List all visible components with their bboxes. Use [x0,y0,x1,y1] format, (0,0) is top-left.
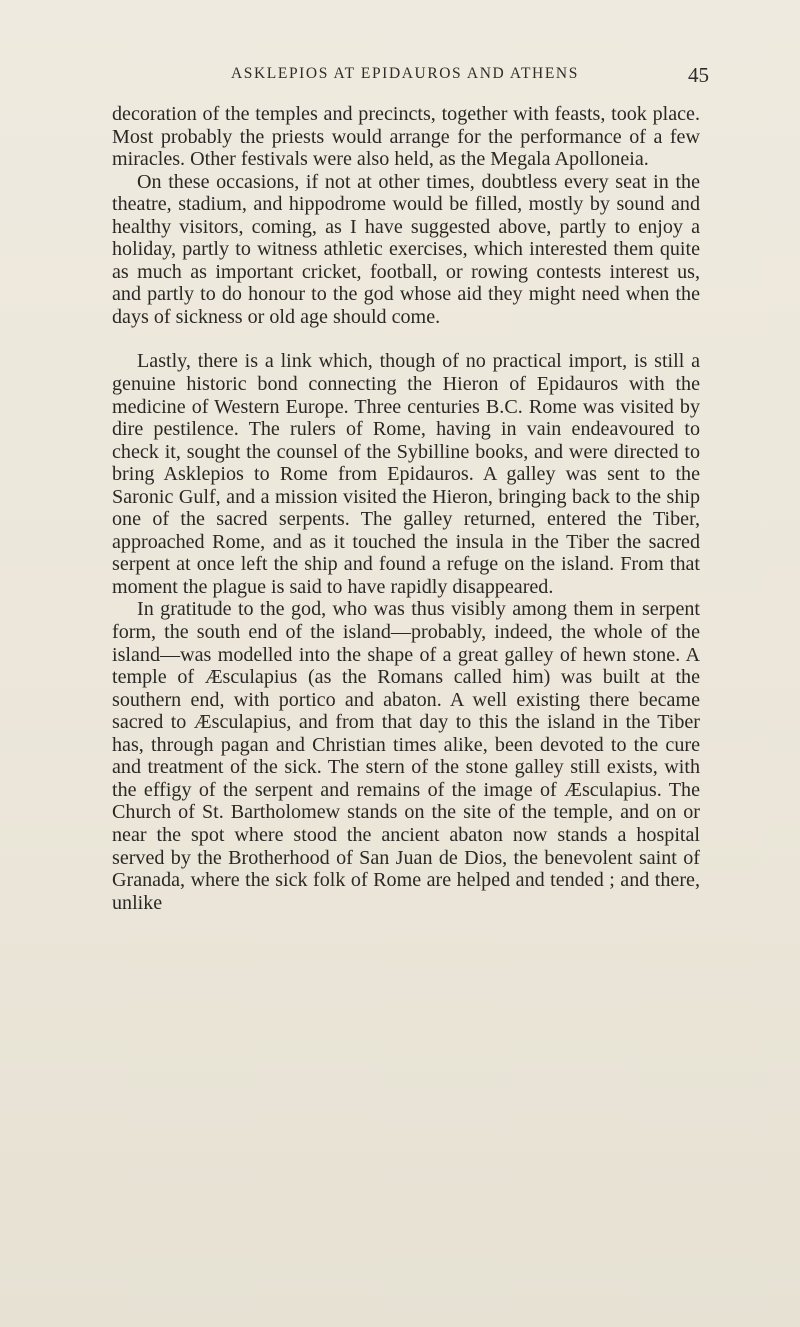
paragraph-continuation: decoration of the temples and precincts, together with feasts, took place. Most probably the priests would arrange for the performance of a few miracles. Other festivals were also held, as the Megala Apolloneia. [112,103,700,171]
running-title: ASKLEPIOS AT EPIDAUROS AND ATHENS [231,65,579,82]
paragraph-festival-occasions: On these occasions, if not at other times, doubtless every seat in the theatre, stadium, and hippodrome would be filled, mostly by sound and healthy visitors, coming, as I have suggested above, partly to enjoy a holiday, partly to witness athletic exercises, which interested them quite as much as important cricket, football, or rowing contests interest us, and partly to do honour to the god whose aid they might need when the days of sickness or old age should come. [112,170,700,328]
paragraph-gratitude: In gratitude to the god, who was thus visibly among them in serpent form, the south end of the island—probably, indeed, the whole of the island—was modelled into the shape of a great galley of hewn stone. A temple of Æsculapius (as the Romans called him) was built at the southern end, with portico and abaton. A well existing there became sacred to Æsculapius, and from that day to this the island in the Tiber has, through pagan and Christian times alike, been devoted to the cure and treatment of the sick. The stern of the stone galley still exists, with the effigy of the serpent and remains of the image of Æsculapius. The Church of St. Bartholomew stands on the site of the temple, and on or near the spot where stood the ancient abaton now stands a hospital served by the Brotherhood of San Juan de Dios, the benevolent saint of Granada, where the sick folk of Rome are helped and tended ; and there, unlike [112,598,700,914]
body-text [112,103,700,914]
running-head [0,62,800,86]
paragraph-historic-link: Lastly, there is a link which, though of no practical import, is still a genuine historic bond connecting the Hieron of Epidauros with the medicine of Western Europe. Three centuries B.C. Rome was visited by dire pestilence. The rulers of Rome, having in vain endeavoured to check it, sought the counsel of the Sybilline books, and were directed to bring Asklepios to Rome from Epidauros. A galley was sent to the Saronic Gulf, and a mission visited the Hieron, bringing back to the ship one of the sacred serpents. The galley returned, entered the Tiber, approached Rome, and as it touched the insula in the Tiber the sacred serpent at once left the ship and found a refuge on the island. From that moment the plague is said to have rapidly disappeared. [112,350,700,598]
page-number: 45 [688,63,709,87]
